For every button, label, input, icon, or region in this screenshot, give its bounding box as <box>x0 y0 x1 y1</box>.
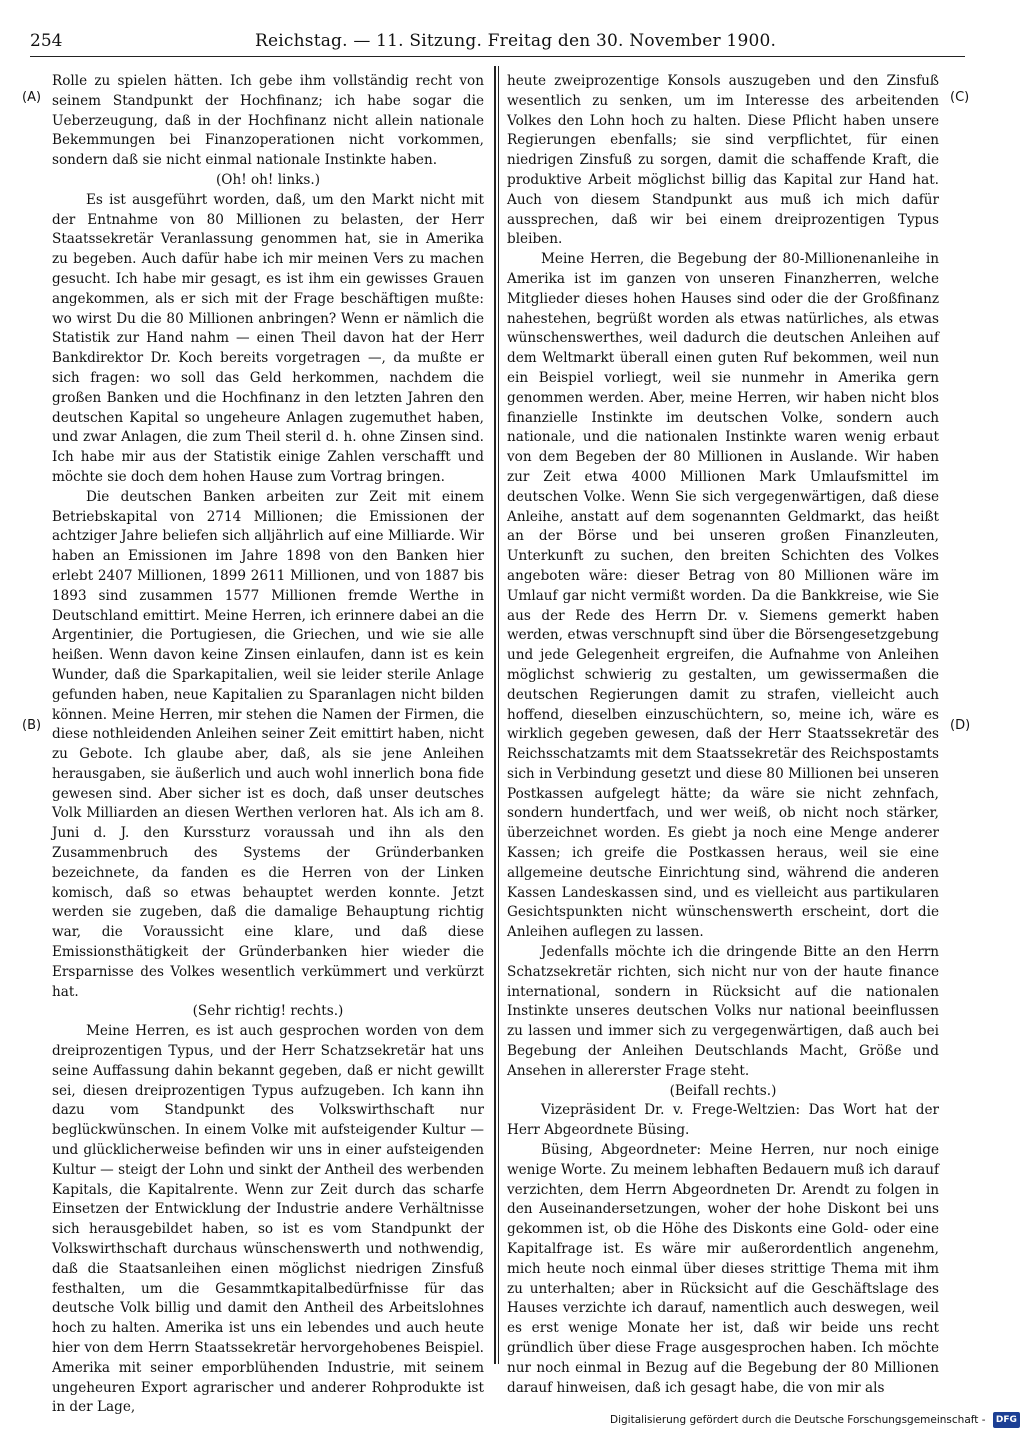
paragraph: Jedenfalls möchte ich die dringende Bitte an den Herrn Schatzsekretär richten, sich nicht nur von der haute finance international, sondern in Rücksicht auf die nationalen Instinkte unseres deutschen Volks nur national beeinflussen zu lassen und immer sich zu vergegenwärtigen, daß auch bei Begebung der Anleihen Deutschlands Macht, Größe und Ansehen in allererster Frage steht. <box>507 944 939 1079</box>
right-column <box>507 72 939 1398</box>
speaker-paragraph: Vizepräsident Dr. v. Frege-Weltzien: Das Wort hat der Herr Abgeordnete Büsing. <box>507 1102 939 1139</box>
margin-marker-d: (D) <box>950 718 971 733</box>
paragraph: Rolle zu spielen hätten. Ich gebe ihm vollständig recht von seinem Standpunkt der Hochfinanz; ich habe sogar die Ueberzeugung, daß in der Hochfinanz nicht allein nationale Bekemmungen bei Finanzoperationen nicht vorkommen, sondern daß sie nicht einmal nationale Instinkte haben. <box>52 73 484 169</box>
paragraph: Es ist ausgeführt worden, daß, um den Markt nicht mit der Entnahme von 80 Millionen zu belasten, der Herr Staatssekretär Veranlassung genommen hat, sie in Amerika zu begeben. Auch dafür habe ich mir meinen Vers zu machen gesucht. Ich habe mir gesagt, es ist ihm ein gewisses Grauen angekommen, als er sich mit der Frage beschäftigen mußte: wo wirst Du die 80 Millionen anbringen? Wenn er nämlich die Statistik zur Hand nahm — einen Theil davon hat der Herr Bankdirektor Dr. Koch bereits vorgetragen —, da mußte er sich fragen: wo soll das Geld herkommen, nachdem die großen Banken und die Hochfinanz in den letzten Jahren den deutschen Kapital so ungeheure Anlagen zugemuthet haben, und zwar Anlagen, die zum Theil steril d. h. ohne Zinsen sind. Ich habe mir aus der Statistik einige Zahlen verschafft und möchte sie doch dem hohen Hause zum Vortrag bringen. <box>52 191 484 485</box>
paragraph: Die deutschen Banken arbeiten zur Zeit mit einem Betriebskapital von 2714 Millionen; die Emissionen der achtziger Jahre beliefen sich alljährlich auf eine Milliarde. Wir haben an Emissionen im Jahre 1898 von den Banken hier erlebt 2407 Millionen, 1899 2611 Millionen, und von 1887 bis 1893 sind zusammen 1577 Millionen fremde Werthe in Deutschland emittirt. Meine Herren, ich erinnere dabei an die Argentinier, die Portugiesen, die Griechen, und wie sie alle heißen. Wenn davon keine Zinsen einlaufen, dann ist es kein Wunder, daß die Sparkapitalien, weil sie leider sterile Anlage gefunden haben, neue Kapitalien zu Sparanlagen nicht bilden können. Meine Herren, mir stehen die Namen der Firmen, die diese nothleidenden Anleihen seiner Zeit emittirt haben, nicht zu Gebote. Ich glaube aber, daß, als sie jene Anleihen herausgaben, sie äußerlich und auch wohl innerlich bona fide gewesen sind. Aber sicher ist es doch, daß unser deutsches Volk Milliarden an diesen Werthen verloren hat. Als ich am 8. Juni d. J. den Kurssturz voraussah und ihn als den Zusammenbruch des Systems der Gründerbanken bezeichnete, da fanden es die Herren von der Linken komisch, daß so etwas behauptet werden konnte. Jetzt werden sie zugeben, daß die damalige Behauptung richtig war, die Voraussicht eine klare, und daß diese Emissionsthätigkeit der Gründerbanken hier wieder die Ersparnisse des Volkes wesentlich verkümmert und verkürzt hat. <box>52 488 484 1000</box>
interjection: (Oh! oh! links.) <box>216 171 320 188</box>
credit-text: Digitalisierung gefördert durch die Deutsche Forschungsgemeinschaft - <box>610 1414 986 1426</box>
paragraph: heute zweiprozentige Konsols auszugeben und den Zinsfuß wesentlich zu senken, um im Interesse des arbeitenden Volkes den Lohn hoch zu halten. Diese Pflicht haben unsere Regierungen ebenfalls; sie sind verpflichtet, für einen niedrigen Zinsfuß zu sorgen, damit die schaffende Kraft, die produktive Arbeit möglichst billig das Kapital zur Hand hat. Auch von diesem Standpunkt aus muß ich mich dafür aussprechen, daß wir bei einem dreiprozentigen Typus bleiben. <box>507 73 939 248</box>
column-divider-thin <box>498 66 499 1364</box>
header-rule <box>30 56 965 57</box>
paragraph: Meine Herren, die Begebung der 80-Millionenanleihe in Amerika ist im ganzen von unseren Finanzherren, welche Mitglieder dieses hohen Hauses sind oder die der Großfinanz nahestehen, begrüßt worden als etwas natürliches, als etwas wünschenswerthes, weil dadurch die deutschen Anleihen auf dem Weltmarkt überall einen guten Ruf bekommen, weil nun ein Beispiel vorliegt, weil sie nunmehr in Amerika gern genommen werden. Aber, meine Herren, wir haben nicht blos finanzielle Instinkte im deutschen Volke, sondern auch nationale, und die nationalen Instinkte waren wenig erbaut von dem Begeben der 80 Millionen in Auslande. Wir haben zur Zeit etwa 4000 Millionen Mark Umlaufsmittel im deutschen Volke. Wenn Sie sich vergegenwärtigen, daß diese Anleihe, anstatt auf dem sogenannten Geldmarkt, das heißt an der Börse und bei unseren großen Finanzleuten, Unterkunft zu suchen, den breiten Schichten des Volkes angeboten wäre: dieser Betrag von 80 Millionen wäre im Umlauf gar nicht vermißt worden. Da die Bankkreise, wie Sie aus der Rede des Herrn Dr. v. Siemens gemerkt haben werden, etwas verschnupft sind über die Börsengesetzgebung und jede Gelegenheit ergreifen, die Aufnahme von Anleihen möglichst schwierig zu gestalten, um gewissermaßen die deutschen Regierungen damit zu strafen, vielleicht auch hoffend, dieselben einzuschüchtern, so, meine ich, wäre es wirklich gegeben gewesen, daß der Herr Staatssekretär des Reichsschatzamts mit dem Staatssekretär des Reichspostamts sich in Verbindung gesetzt und diese 80 Millionen bei unseren Postkassen aufgelegt hätte; da wäre sie nicht zehnfach, sondern hundertfach, und wer weiß, ob nicht noch stärker, überzeichnet worden. Es giebt ja noch eine Menge anderer Kassen; ich greife die Postkassen heraus, weil sie eine allgemeine deutsche Einrichtung sind, während die anderen Kassen Landeskassen sind, und es vielleicht aus partikularen Gesichtspunkten nicht wünschenswerth erscheint, dort die Anleihen auflegen zu lassen. <box>507 251 939 941</box>
margin-marker-a: (A) <box>22 90 42 105</box>
digitization-credit <box>610 1412 1020 1428</box>
page-number: 254 <box>30 31 63 51</box>
interjection: (Sehr richtig! rechts.) <box>192 1003 344 1020</box>
margin-marker-b: (B) <box>22 718 42 733</box>
interjection: (Beifall rechts.) <box>669 1082 777 1099</box>
speaker-paragraph: Büsing, Abgeordneter: Meine Herren, nur noch einige wenige Worte. Zu meinem lebhaften Bedauern muß ich darauf verzichten, dem Herrn Abgeordneten Dr. Arendt zu folgen in den Auseinandersetzungen, woher der hohe Diskont bei uns gekommen ist, ob die Höhe des Diskonts eine Gold- oder eine Kapitalfrage ist. Es wäre mir außerordentlich angenehm, mich heute noch einmal über dieses strittige Thema mit ihm zu unterhalten; aber in Rücksicht auf die Geschäftslage des Hauses verzichte ich darauf, namentlich auch deswegen, weil es erst wenige Monate her ist, daß wir beide uns recht gründlich über diese Frage ausgesprochen haben. Ich möchte nur noch einmal in Bezug auf die Begebung der 80 Millionen darauf hinweisen, daß ich gesagt habe, die von mir als <box>507 1142 939 1396</box>
running-title: Reichstag. — 11. Sitzung. Freitag den 30. November 1900. <box>255 31 777 51</box>
left-column <box>52 72 484 1418</box>
paragraph: Meine Herren, es ist auch gesprochen worden von dem dreiprozentigen Typus, und der Herr Schatzsekretär hat uns seine Auffassung dahin bekannt gegeben, daß er nicht gewillt sei, diesen dreiprozentigen Typus aufzugeben. Ich kann ihn dazu vom Standpunkt des Volkswirthschaft nur beglückwünschen. In einem Volke mit aufsteigender Kultur — und glücklicherweise befinden wir uns in einer aufsteigenden Kultur — steigt der Lohn und sinkt der Antheil des werbenden Kapitals, die Kapitalrente. Wenn zur Zeit durch das scharfe Einsetzen der Entwicklung der Industrie andere Verhältnisse sich herausgebildet haben, so ist es vom Standpunkt der Volkswirthschaft durchaus wünschenswerth und nothwendig, daß die Staatsanleihen einen möglichst niedrigen Zinsfuß festhalten, um die Gesammtkapitalbedürfnisse für das deutsche Volk billig und damit den Antheil des Arbeitslohnes hoch zu halten. Amerika ist uns ein lebendes und auch heute hier von dem Herrn Staatssekretär hervorgehobenes Beispiel. Amerika mit seiner emporblühenden Industrie, mit seinem ungeheuren Export agrarischer und anderer Rohprodukte ist in der Lage, <box>52 1023 484 1416</box>
dfg-logo: DFG <box>993 1412 1020 1428</box>
column-divider <box>494 66 496 1364</box>
margin-marker-c: (C) <box>950 90 970 105</box>
